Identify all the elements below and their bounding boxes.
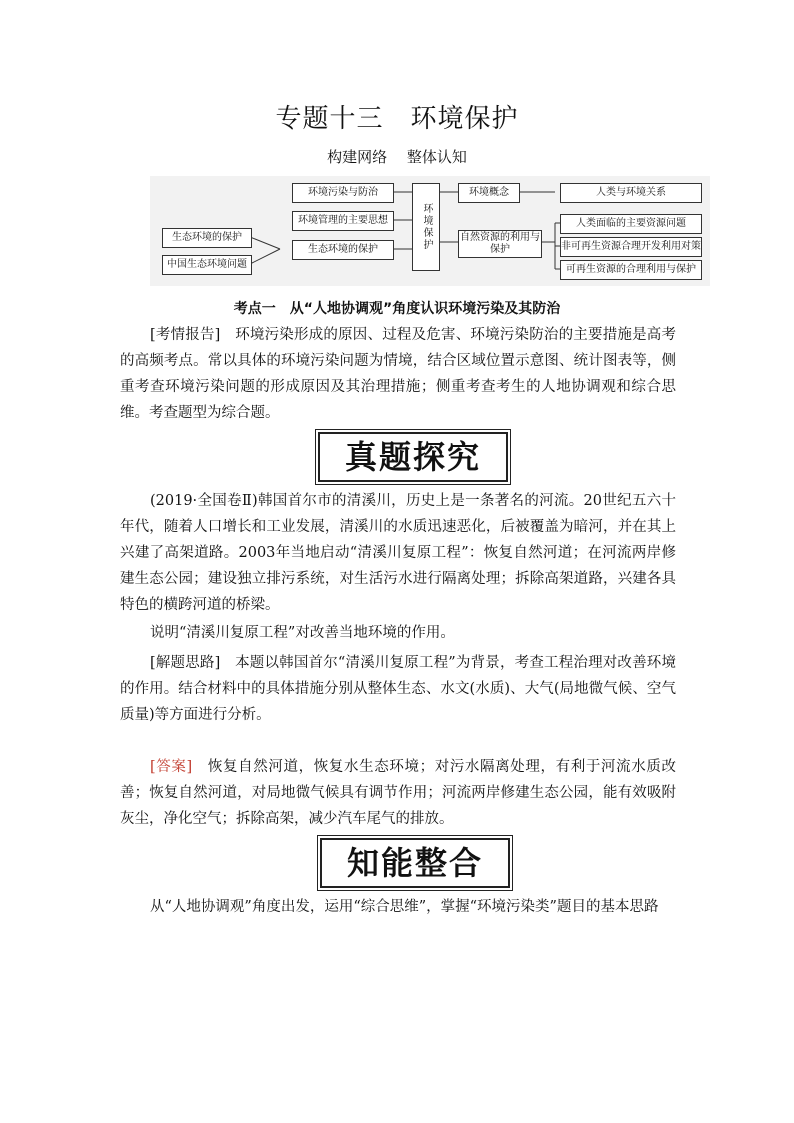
box-nonrenewable: 非可再生资源合理开发利用对策 — [560, 237, 702, 257]
concept-diagram — [150, 176, 710, 286]
answer-paragraph — [120, 754, 676, 832]
box-resource-problems: 人类面临的主要资源问题 — [560, 214, 702, 234]
report-tag: [考情报告] — [150, 327, 221, 343]
answer-text: 恢复自然河道，恢复水生态环境；对污水隔离处理，有利于河流水质改善；恢复自然河道，对局地微气候具有调节作用；河流两岸修建生态公园，能有效吸附灰尘，净化空气；拆除高架，减少汽车尾气的排放。 — [120, 759, 676, 827]
box-china-eco-problems: 中国生态环境问题 — [162, 255, 252, 275]
page-title: 专题十三 环境保护 — [275, 104, 519, 134]
question-paragraph: (2019·全国卷Ⅱ)韩国首尔市的清溪川，历史上是一条著名的河流。20世纪五六十年代，随着人口增长和工业发展，清溪川的水质迅速恶化，后被覆盖为暗河，并在其上兴建了高架道路。2003年当地启动“清溪川复原工程”：恢复自然河道；在河流两岸修建生态公园；建设独立排污系统，对生活污水进行隔离处理；拆除高架道路，兴建各具特色的横跨河道的桥梁。 — [120, 493, 676, 613]
box-center-environment-protection: 环境保护 — [412, 183, 440, 271]
thinking-paragraph — [120, 650, 676, 728]
closing-paragraph: 从“人地协调观”角度出发，运用“综合思维”，掌握“环境污染类”题目的基本思路 — [150, 899, 659, 915]
report-text: 环境污染形成的原因、过程及危害、环境污染防治的主要措施是高考的高频考点。常以具体的环境污染问题为情境，结合区域位置示意图、统计图表等，侧重考查环境污染问题的形成原因及其治理措施；侧重考查考生的人地协调观和综合思维。考查题型为综合题。 — [120, 327, 676, 421]
report-paragraph — [120, 322, 676, 426]
box-environment-concept: 环境概念 — [458, 183, 520, 203]
question-ask: 说明“清溪川复原工程”对改善当地环境的作用。 — [150, 625, 455, 641]
box-natural-resources: 自然资源的利用与保护 — [458, 230, 542, 258]
box-human-environment: 人类与环境关系 — [560, 183, 702, 203]
banner-knowledge: 知能整合 — [320, 838, 510, 888]
section-subtitle: 构建网络 整体认知 — [327, 148, 467, 166]
answer-tag: [答案] — [150, 759, 193, 775]
thinking-text: 本题以韩国首尔“清溪川复原工程”为背景，考查工程治理对改善环境的作用。结合材料中的具体措施分别从整体生态、水文(水质)、大气(局地微气候、空气质量)等方面进行分析。 — [120, 655, 676, 723]
box-pollution-control: 环境污染与防治 — [292, 183, 394, 203]
box-management-ideas: 环境管理的主要思想 — [292, 211, 394, 231]
banner-real-exam: 真题探究 — [318, 432, 508, 482]
exam-point-heading: 考点一 从“人地协调观”角度认识环境污染及其防治 — [233, 301, 561, 317]
box-eco-protection-mid: 生态环境的保护 — [292, 240, 394, 260]
box-renewable: 可再生资源的合理利用与保护 — [560, 260, 702, 280]
thinking-tag: [解题思路] — [150, 655, 221, 671]
box-eco-protection-left: 生态环境的保护 — [162, 228, 252, 248]
